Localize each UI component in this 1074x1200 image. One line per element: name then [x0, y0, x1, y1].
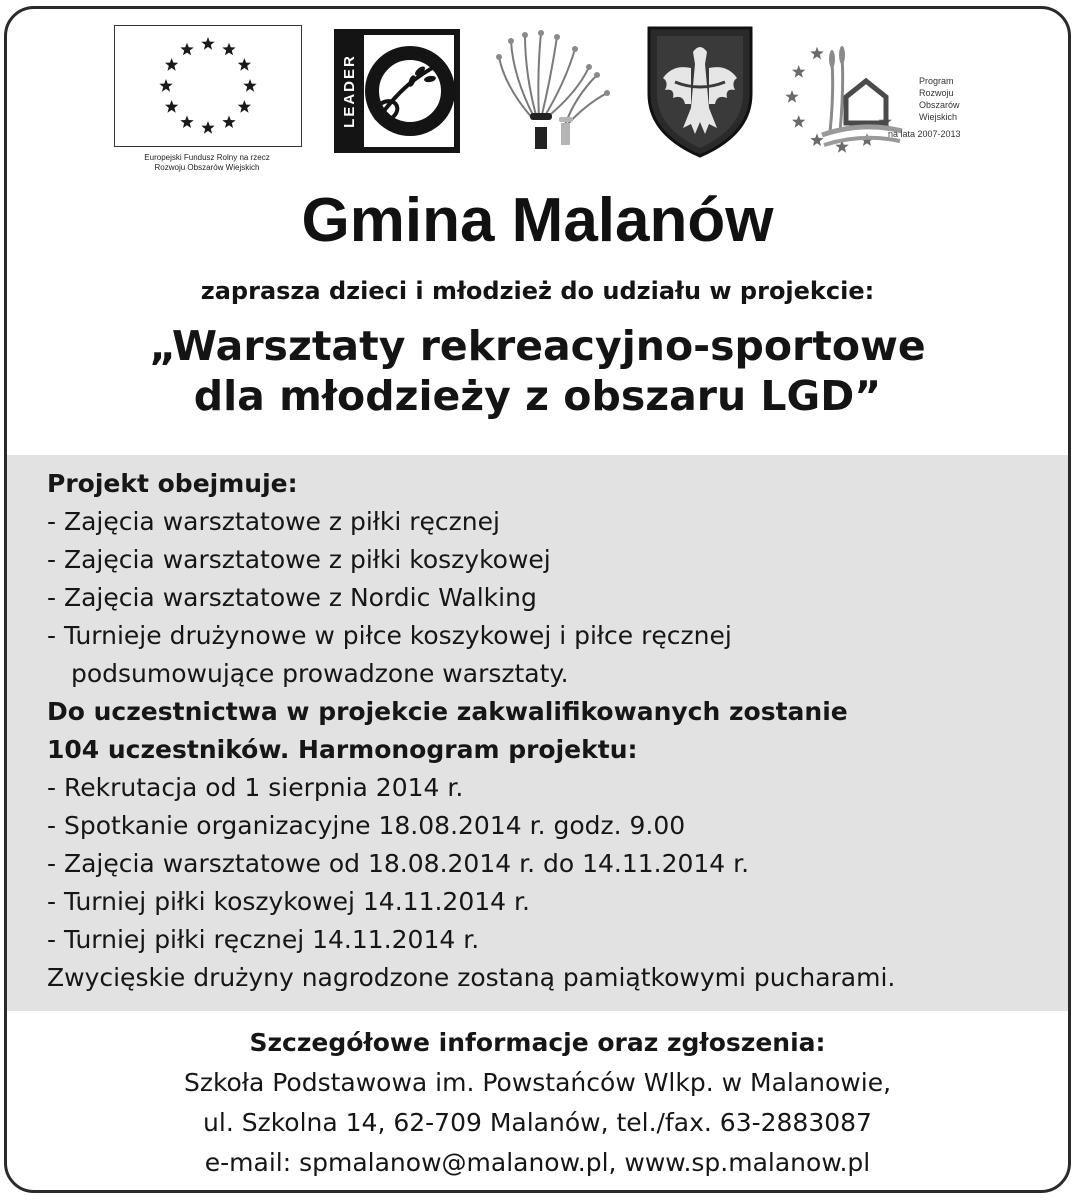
star-icon	[159, 79, 172, 92]
activity-item: - Zajęcia warsztatowe z piłki koszykowej	[47, 545, 551, 574]
lgd-tree-logo	[485, 27, 615, 152]
participants-line-1: Do uczestnictwa w projekcie zakwalifikowanych zostanie	[47, 697, 848, 726]
star-icon	[238, 100, 251, 113]
prow-line-1: Program	[919, 76, 954, 86]
prow-program-logo	[782, 37, 982, 157]
prow-line-3: Obszarów	[919, 100, 960, 110]
star-icon	[180, 43, 193, 56]
star-icon	[201, 121, 214, 134]
details-heading: Projekt obejmuje:	[47, 469, 298, 498]
star-icon	[810, 133, 823, 146]
eu-caption-line-1: Europejski Fundusz Rolny na rzecz	[144, 153, 270, 162]
project-name	[7, 321, 1068, 421]
star-icon	[810, 47, 823, 60]
details-text	[47, 465, 1057, 997]
schedule-item: - Turniej piłki koszykowej 14.11.2014 r.	[47, 887, 530, 916]
star-icon	[792, 65, 805, 78]
star-icon	[243, 79, 256, 92]
activity-item-continuation: podsumowujące prowadzone warsztaty.	[71, 659, 569, 688]
logo-strip	[7, 9, 1068, 187]
star-icon	[222, 115, 235, 128]
activity-item: - Zajęcia warsztatowe z piłki ręcznej	[47, 507, 500, 536]
poster-frame	[4, 6, 1071, 1193]
contact-heading: Szczegółowe informacje oraz zgłoszenia:	[249, 1028, 826, 1057]
eu-fund-caption	[97, 153, 317, 173]
star-icon	[201, 37, 214, 50]
schedule-item: - Zajęcia warsztatowe od 18.08.2014 r. do 14.11.2014 r.	[47, 849, 750, 878]
eu-stars-icon	[115, 26, 301, 146]
schedule-item: - Turniej piłki ręcznej 14.11.2014 r.	[47, 925, 480, 954]
star-icon	[238, 58, 251, 71]
activity-item: - Zajęcia warsztatowe z Nordic Walking	[47, 583, 537, 612]
star-icon	[180, 115, 193, 128]
activity-item: - Turnieje drużynowe w piłce koszykowej i piłce ręcznej	[47, 621, 732, 650]
prow-years: na lata 2007-2013	[888, 129, 961, 139]
contact-address: ul. Szkolna 14, 62-709 Malanów, tel./fax. 63-2883087	[203, 1108, 872, 1137]
contact-email-web: e-mail: spmalanow@malanow.pl, www.sp.malanow.pl	[204, 1148, 871, 1177]
wielkopolska-crest-icon	[645, 24, 755, 160]
star-icon	[785, 90, 798, 103]
star-icon	[165, 100, 178, 113]
project-name-line-1: „Warsztaty rekreacyjno-sportowe	[149, 322, 926, 370]
eu-flag-logo	[114, 25, 302, 147]
star-icon	[165, 58, 178, 71]
schedule-item: - Spotkanie organizacyjne 18.08.2014 r. godz. 9.00	[47, 811, 686, 840]
prow-line-2: Rozwoju	[919, 88, 954, 98]
contact-section	[7, 1023, 1068, 1183]
prow-logo-text	[919, 75, 960, 123]
eu-caption-line-2: Rozwoju Obszarów Wiejskich	[154, 163, 260, 172]
contact-school: Szkoła Podstawowa im. Powstańców Wlkp. w Malanowie,	[183, 1068, 892, 1097]
project-name-line-2: dla młodzieży z obszaru LGD”	[193, 372, 882, 420]
leader-logo-text: LEADER	[341, 54, 358, 128]
schedule-item: - Rekrutacja od 1 sierpnia 2014 r.	[47, 773, 464, 802]
closing-text: Zwycięskie drużyny nagrodzone zostaną pamiątkowymi pucharami.	[47, 963, 896, 992]
page-title: Gmina Malanów	[301, 186, 774, 255]
invite-text: zaprasza dzieci i młodzież do udziału w projekcie:	[200, 277, 875, 305]
leader-logo	[334, 29, 460, 153]
star-icon	[792, 115, 805, 128]
participants-line-2: 104 uczestników. Harmonogram projektu:	[47, 735, 638, 764]
prow-line-4: Wiejskich	[919, 112, 958, 122]
star-icon	[222, 43, 235, 56]
